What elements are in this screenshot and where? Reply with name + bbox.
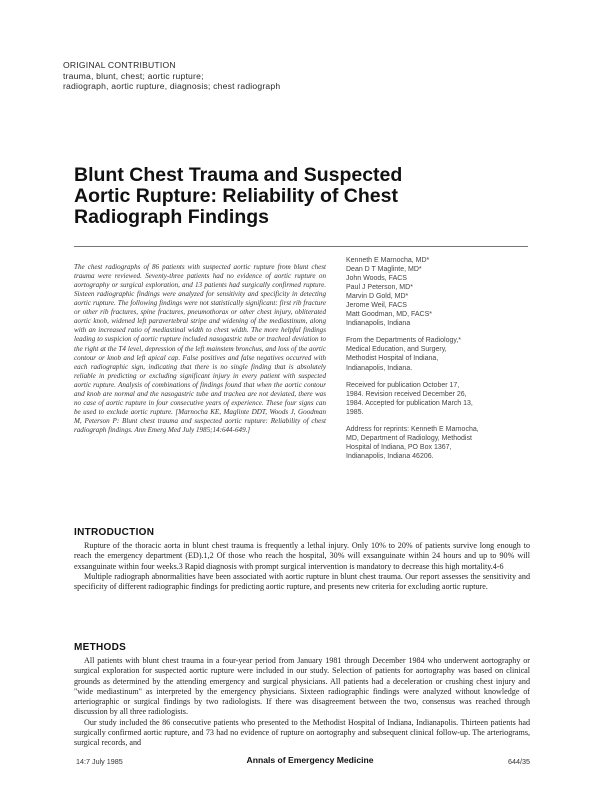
address-line: Hospital of Indiana, PO Box 1367, xyxy=(346,443,452,451)
introduction-paragraph-1: Rupture of the thoracic aorta in blunt chest trauma is frequently a lethal injury. Only 10% to 20% of patients survive long enough to reach the emergency department (ED).1,2 Of those who reach the hospital, 30% will exsanguinate within 24 hours and up to 90% will exsanguinate within four weeks.3 Rapid diagnosis with prompt surgical intervention is mandatory to decrease this high mortality.4-6 xyxy=(74,541,530,571)
title-line-3: Radiograph Findings xyxy=(74,206,269,228)
page-footer xyxy=(0,755,600,769)
address-line: Indianapolis, Indiana 46206. xyxy=(346,452,434,460)
author-line: Marvin D Gold, MD* xyxy=(346,293,409,301)
affiliation-line: Methodist Hospital of Indiana, xyxy=(346,355,439,363)
affiliation-line: From the Departments of Radiology,* xyxy=(346,337,462,345)
author-line: John Woods, FACS xyxy=(346,275,407,283)
author-line: Paul J Peterson, MD* xyxy=(346,284,413,292)
received-line: 1985. xyxy=(346,408,364,416)
author-line: Indianapolis, Indiana xyxy=(346,320,411,328)
issue-date: 14:7 July 1985 xyxy=(76,757,123,766)
introduction-paragraph-2: Multiple radiograph abnormalities have been associated with aortic rupture in blunt chest trauma. Our report assesses the sensitivity and specificity of different radiographic findings for predicting aortic rupture, and presents new criteria for excluding aortic rupture. xyxy=(74,571,530,592)
article-title xyxy=(74,165,534,228)
article-header xyxy=(63,60,443,92)
title-line-1: Blunt Chest Trauma and Suspected xyxy=(74,164,403,186)
abstract: The chest radiographs of 86 patients with suspected aortic rupture from blunt chest trauma were reviewed. Seventy-three patients had no evidence of aortic rupture on aortography or surgical exploration, and 13 patients had surgically confirmed rupture. Sixteen radiographic findings were analyzed for sensitivity and specificity in detecting aortic rupture. The following findings were not statistically significant: first rib fracture or other rib fractures, spine fractures, pneumothorax or other chest injury, obliterated aortic knob, widened left paravertebral stripe and widening of the mediastinum, along with an increased ratio of mediastinal width to chest width. The more helpful findings leading to suspicion of aortic rupture included nasogastric tube or tracheal deviation to the right at the T4 level, depression of the left mainstem bronchus, and loss of the aortic contour or knob and left apical cap. False positives and false negatives occurred with each radiographic sign, indicating that there is no single finding that is absolutely reliable in predicting or excluding significant injury in every patient with suspected aortic rupture. Analysis of combinations of findings found that when the aortic contour and knob are normal and the nasogastric tube and trachea are not deviated, there was no case of aortic rupture in four consecutive years of experience. These four signs can be used to exclude aortic rupture. [Marnocha KE, Maglinte DDT, Woods J, Goodman M, Peterson P: Blunt chest trauma and suspected aortic rupture: Reliability of chest radiograph findings. Ann Emerg Med July 1985;14:644-649.] xyxy=(74,263,326,434)
title-divider xyxy=(74,246,528,247)
received-line: Received for publication October 17, xyxy=(346,381,460,389)
address-line: Address for reprints: Kenneth E Marnocha, xyxy=(346,425,479,433)
section-label: ORIGINAL CONTRIBUTION xyxy=(63,60,176,70)
introduction-heading: INTRODUCTION xyxy=(74,527,155,538)
author-line: Dean D T Maglinte, MD* xyxy=(346,266,422,274)
title-line-2: Aortic Rupture: Reliability of Chest xyxy=(74,185,398,207)
introduction-body xyxy=(74,541,530,592)
author-line: Kenneth E Marnocha, MD* xyxy=(346,257,430,264)
methods-paragraph-1: All patients with blunt chest trauma in a four-year period from January 1981 through December 1984 who underwent aortography or surgical exploration for suspected aortic rupture were included in our study. Selection of patients for aortography was based on clinical grounds as determined by the attending emergency and surgical physicians. All patients had a deceleration or crushing chest injury and "wide mediastinum" as interpreted by the emergency physicians. Sixteen radiographic findings were analyzed without knowledge of arteriographic or surgical findings by two radiologists. If there was disagreement between the two, consensus was reached through discussion by all three radiologists. xyxy=(74,656,530,717)
page-number: 644/35 xyxy=(508,757,530,766)
methods-body xyxy=(74,656,530,749)
methods-paragraph-2: Our study included the 86 consecutive patients who presented to the Methodist Hospital of Indiana, Indianapolis. Thirteen patients had surgically confirmed aortic rupture, and 73 had no evidence of rupture on aortography and subsequent clinical follow-up. The arteriograms, surgical records, and xyxy=(74,717,530,748)
author-info-column xyxy=(346,256,530,461)
author-line: Jerome Weil, FACS xyxy=(346,302,407,310)
methods-heading: METHODS xyxy=(74,642,127,653)
affiliation-line: Indianapolis, Indiana. xyxy=(346,364,413,372)
keywords-line-2: radiograph, aortic rupture, diagnosis; chest radiograph xyxy=(63,81,281,91)
author-line: Matt Goodman, MD, FACS* xyxy=(346,311,432,319)
keywords-line-1: trauma, blunt, chest; aortic rupture; xyxy=(63,70,204,81)
address-line: MD, Department of Radiology, Methodist xyxy=(346,434,472,442)
affiliation-line: Medical Education, and Surgery, xyxy=(346,346,447,354)
received-line: 1984. Revision received December 26, xyxy=(346,390,467,398)
journal-name: Annals of Emergency Medicine xyxy=(246,755,374,765)
received-line: 1984. Accepted for publication March 13, xyxy=(346,399,473,407)
